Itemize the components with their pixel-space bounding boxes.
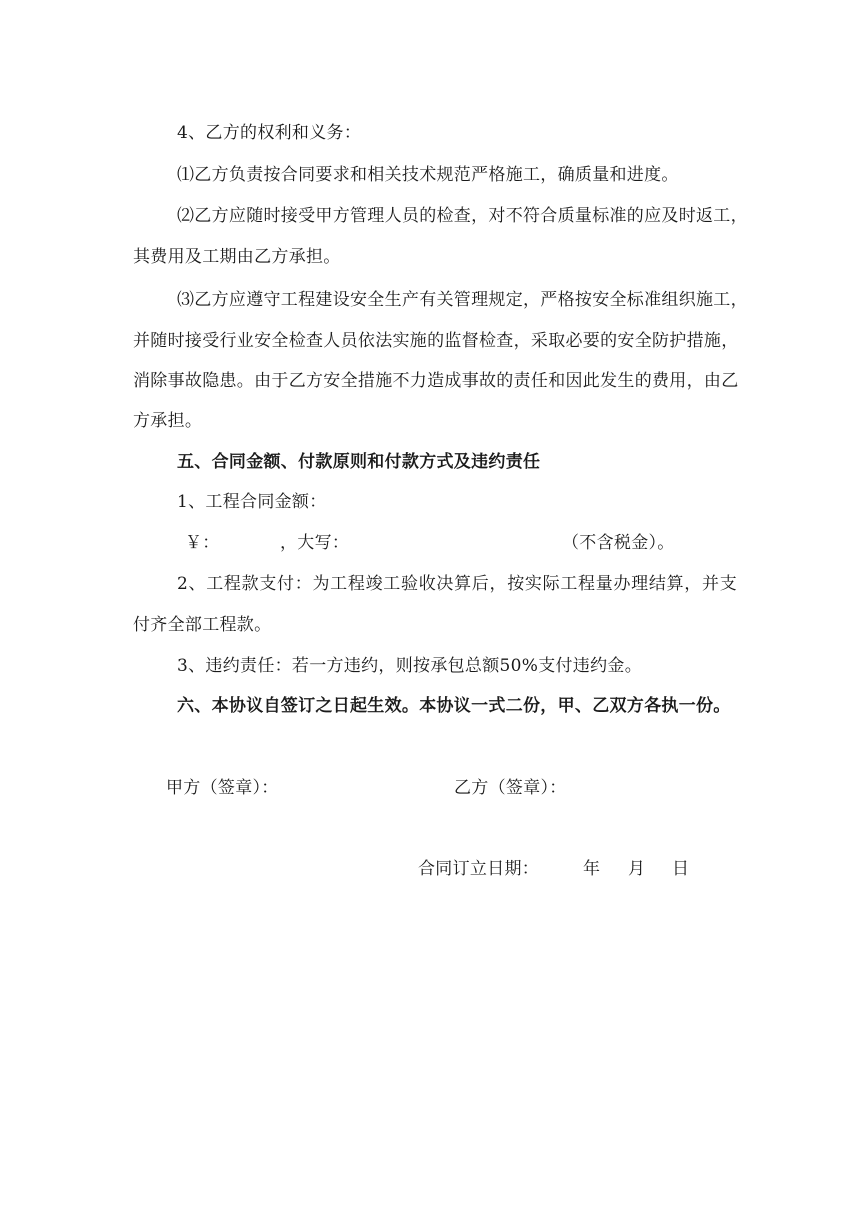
section5-heading: 五、合同金额、付款原则和付款方式及违约责任 [177,452,541,472]
date-month-label: 月 [628,859,646,879]
date-year-label: 年 [583,859,601,879]
contract-amount-label: 1、工程合同金额： [177,492,327,512]
penalty-clause: 3、违约责任：若一方违约，则按承包总额50%支付违约金。 [177,656,642,676]
section4-item2-line2: 其费用及工期由乙方承担。 [133,247,341,267]
section6-effective-clause: 六、本协议自签订之日起生效。本协议一式二份，甲、乙双方各执一份。 [177,696,731,716]
section4-item1: ⑴乙方负责按合同要求和相关技术规范严格施工，确质量和进度。 [177,165,679,185]
tax-note: （不含税金）。 [562,533,675,553]
section4-item3-line4: 方承担。 [133,411,203,431]
section4-item2-line1: ⑵乙方应随时接受甲方管理人员的检查，对不符合质量标准的应及时返工， [177,206,748,226]
date-day-label: 日 [672,859,690,879]
payment-terms-line2: 付齐全部工程款。 [133,615,272,635]
currency-label: ￥： [185,533,220,553]
capital-amount-label: ，大写： [280,533,350,553]
payment-terms-line1: 2、工程款支付：为工程竣工验收决算后，按实际工程量办理结算，并支 [177,574,737,594]
party-b-signature-label: 乙方（签章）： [454,778,567,798]
section4-heading: 4、乙方的权利和义务： [177,123,362,143]
section4-item3-line1: ⑶乙方应遵守工程建设安全生产有关管理规定，严格按安全标准组织施工， [177,290,748,310]
section4-item3-line3: 消除事故隐患。由于乙方安全措施不力造成事故的责任和因此发生的费用，由乙 [133,371,739,391]
party-a-signature-label: 甲方（签章）： [166,778,279,798]
contract-date-label: 合同订立日期： [418,859,540,879]
section4-item3-line2: 并随时接受行业安全检查人员依法实施的监督检查，采取必要的安全防护措施， [133,331,739,351]
